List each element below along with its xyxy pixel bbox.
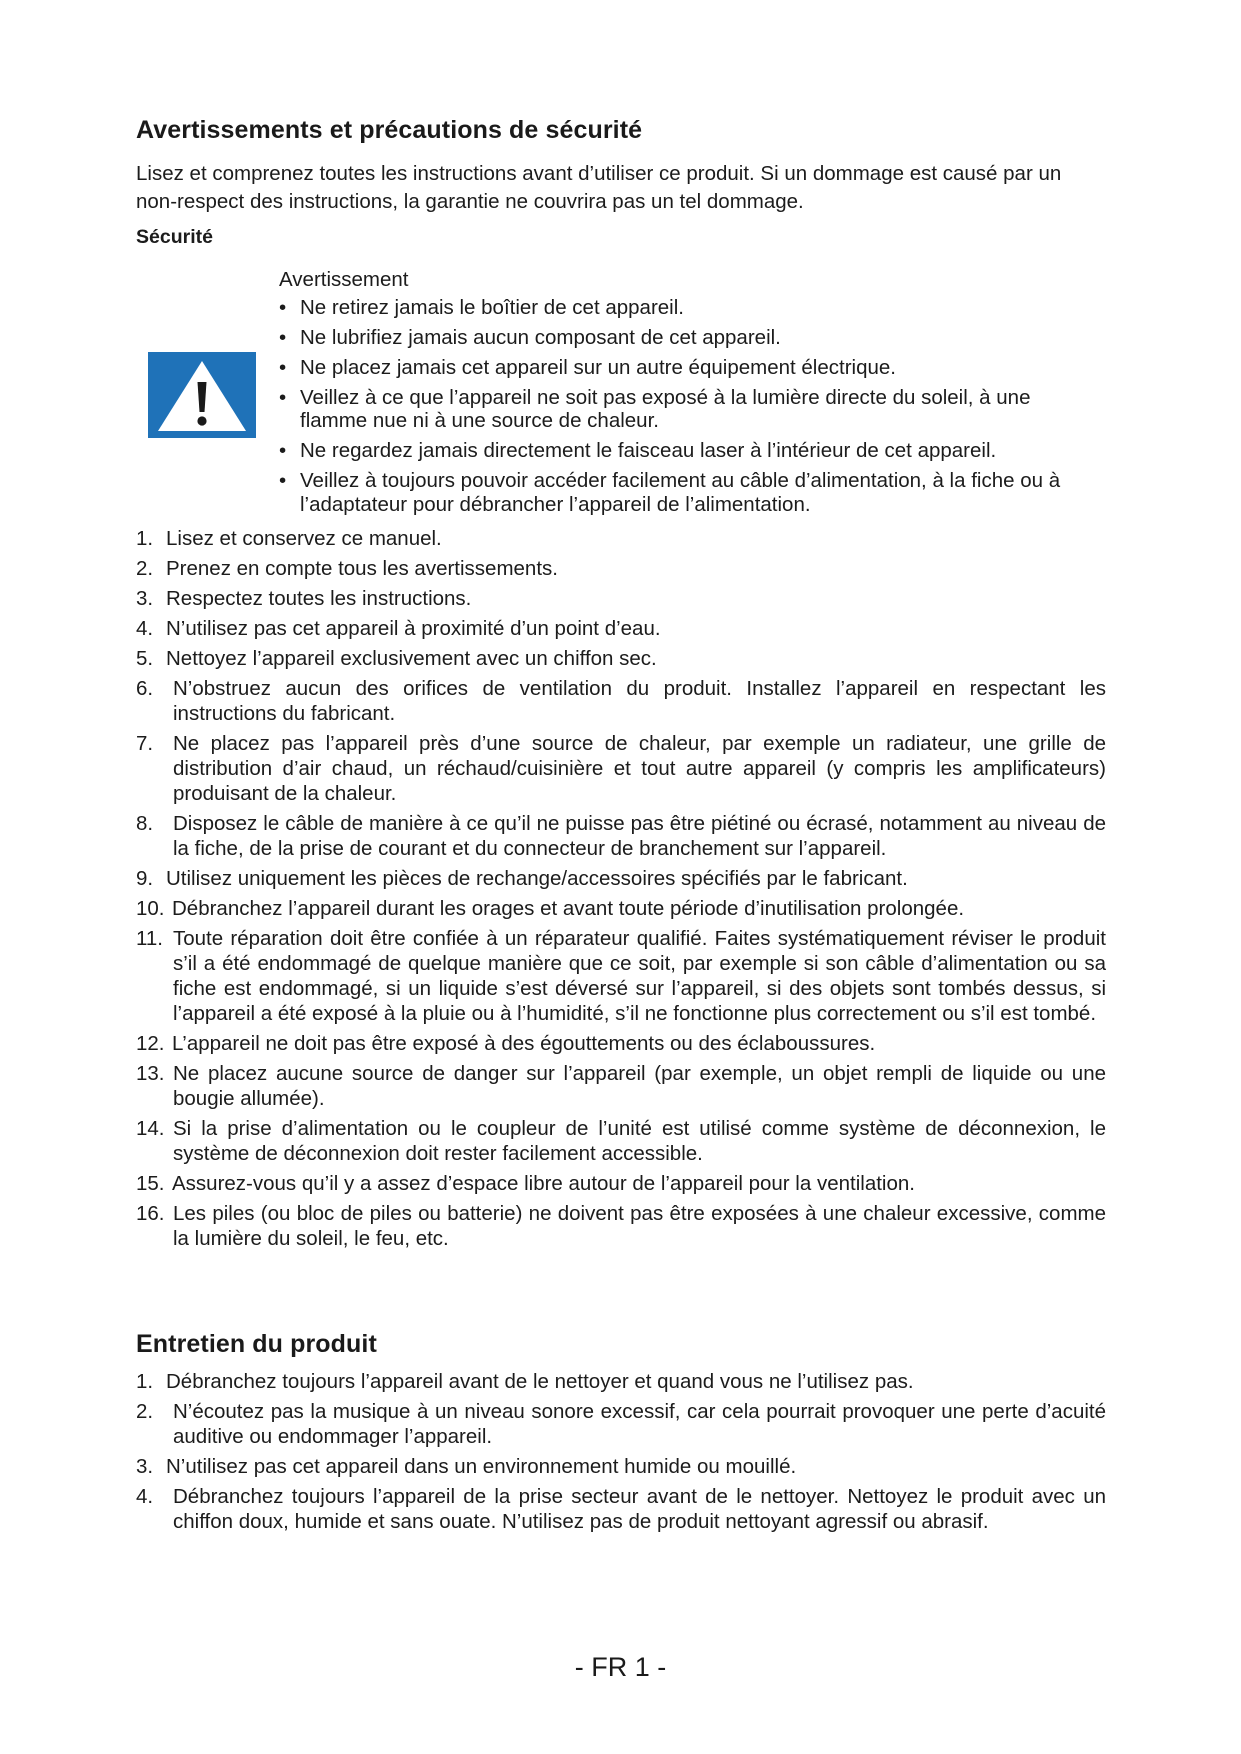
item-text: N’écoutez pas la musique à un niveau sonore excessif, car cela pourrait provoquer une perte d’acuité auditive ou endommager l’appareil. xyxy=(173,1400,1106,1448)
item-number: 2. xyxy=(136,557,154,580)
page-number: - FR 1 - xyxy=(574,1652,667,1682)
warning-title: Avertissement xyxy=(279,268,409,291)
list-item xyxy=(136,556,1106,581)
warning-item xyxy=(279,356,1109,380)
item-number: 11. xyxy=(136,927,163,950)
warning-icon-dot xyxy=(197,416,206,425)
bullet: • xyxy=(279,326,287,349)
warning-item xyxy=(279,326,1109,350)
item-number: 1. xyxy=(136,527,154,550)
item-text: L’appareil ne doit pas être exposé à des égouttements ou des éclaboussures. xyxy=(172,1032,876,1055)
warning-item-text: Ne lubrifiez jamais aucun composant de cet appareil. xyxy=(300,326,781,349)
item-text: N’utilisez pas cet appareil dans un environnement humide ou mouillé. xyxy=(166,1455,797,1478)
warning-list xyxy=(279,296,1109,517)
list-item xyxy=(136,1201,1106,1251)
item-number: 13. xyxy=(136,1062,165,1085)
product-care-list xyxy=(136,1369,1106,1539)
item-number: 7. xyxy=(136,732,154,755)
warning-item xyxy=(279,469,1109,517)
warning-triangle-icon xyxy=(148,352,256,438)
list-item xyxy=(136,1031,1106,1056)
item-text: Nettoyez l’appareil exclusivement avec un chiffon sec. xyxy=(166,647,657,670)
list-item xyxy=(136,811,1106,861)
bullet: • xyxy=(279,386,287,409)
item-text: N’obstruez aucun des orifices de ventilation du produit. Installez l’appareil en respectant les instructions du fabricant. xyxy=(173,677,1106,725)
item-text: Ne placez pas l’appareil près d’une source de chaleur, par exemple un radiateur, une grille de distribution d’air chaud, un réchaud/cuisinière et tout autre appareil (y compris les amplificateurs) produisant de la chaleur. xyxy=(173,732,1106,805)
item-text: Ne placez aucune source de danger sur l’appareil (par exemple, un objet rempli de liquide ou une bougie allumée). xyxy=(173,1062,1106,1110)
item-text: Débranchez toujours l’appareil de la prise secteur avant de le nettoyer. Nettoyez le produit avec un chiffon doux, humide et sans ouate. N’utilisez pas de produit nettoyant agressif ou abrasif. xyxy=(173,1485,1106,1533)
bullet: • xyxy=(279,469,287,492)
item-text: Disposez le câble de manière à ce qu’il ne puisse pas être piétiné ou écrasé, notamment au niveau de la fiche, de la prise de courant et du connecteur de branchement sur l’appareil. xyxy=(173,812,1106,860)
item-number: 1. xyxy=(136,1370,154,1393)
item-text: Débranchez l’appareil durant les orages et avant toute période d’inutilisation prolongée. xyxy=(172,897,965,920)
item-text: Assurez-vous qu’il y a assez d’espace libre autour de l’appareil pour la ventilation. xyxy=(172,1172,915,1195)
warning-item xyxy=(279,386,1109,432)
item-number: 2. xyxy=(136,1400,154,1423)
warning-item-text: Veillez à toujours pouvoir accéder facilement au câble d’alimentation, à la fiche ou à l’adaptateur pour débrancher l’appareil de l’alimentation. xyxy=(300,469,1061,516)
list-item xyxy=(136,1171,1106,1196)
product-care-title: Entretien du produit xyxy=(136,1330,377,1358)
bullet: • xyxy=(279,439,287,462)
item-number: 4. xyxy=(136,1485,154,1508)
list-item xyxy=(136,731,1106,806)
item-text: Débranchez toujours l’appareil avant de le nettoyer et quand vous ne l’utilisez pas. xyxy=(166,1370,914,1393)
list-item xyxy=(136,646,1106,671)
item-text: Lisez et conservez ce manuel. xyxy=(166,527,442,550)
list-item xyxy=(136,676,1106,726)
item-text: Utilisez uniquement les pièces de rechange/accessoires spécifiés par le fabricant. xyxy=(166,867,908,890)
list-item xyxy=(136,896,1106,921)
item-text: Prenez en compte tous les avertissements. xyxy=(166,557,558,580)
item-number: 3. xyxy=(136,587,154,610)
safety-instructions-list xyxy=(136,526,1106,1256)
item-text: Les piles (ou bloc de piles ou batterie) ne doivent pas être exposées à une chaleur excessive, comme la lumière du soleil, le feu, etc. xyxy=(173,1202,1106,1250)
list-item xyxy=(136,1369,1106,1394)
list-item xyxy=(136,1061,1106,1111)
item-number: 10. xyxy=(136,897,165,920)
safety-subheading: Sécurité xyxy=(136,226,213,248)
item-number: 4. xyxy=(136,617,154,640)
warning-item-text: Ne placez jamais cet appareil sur un autre équipement électrique. xyxy=(300,356,896,379)
item-number: 14. xyxy=(136,1117,165,1140)
item-number: 15. xyxy=(136,1172,165,1195)
warning-item xyxy=(279,439,1109,463)
page-title: Avertissements et précautions de sécurité xyxy=(136,116,643,144)
item-number: 3. xyxy=(136,1455,154,1478)
item-number: 16. xyxy=(136,1202,165,1225)
bullet: • xyxy=(279,356,287,379)
warning-item-text: Ne retirez jamais le boîtier de cet appareil. xyxy=(300,296,684,319)
item-number: 12. xyxy=(136,1032,165,1055)
list-item xyxy=(136,1116,1106,1166)
list-item xyxy=(136,526,1106,551)
item-text: Si la prise d’alimentation ou le coupleur de l’unité est utilisé comme système de déconnexion, le système de déconnexion doit rester facilement accessible. xyxy=(173,1117,1106,1165)
item-text: Respectez toutes les instructions. xyxy=(166,587,472,610)
item-text: Toute réparation doit être confiée à un réparateur qualifié. Faites systématiquement réviser le produit s’il a été endommagé de quelque manière que ce soit, par exemple si son câble d’alimentation ou sa fiche est endommagé, si un liquide s’est déversé sur l’appareil, si des objets sont tombés dessus, si l’appareil a été exposé à la pluie ou à l’humidité, s’il ne fonctionne plus correctement ou s’il est tombé. xyxy=(173,927,1106,1025)
list-item xyxy=(136,586,1106,611)
list-item xyxy=(136,1399,1106,1449)
item-number: 8. xyxy=(136,812,154,835)
warning-item-text: Ne regardez jamais directement le faisceau laser à l’intérieur de cet appareil. xyxy=(300,439,997,462)
warning-block xyxy=(279,266,1109,523)
list-item xyxy=(136,926,1106,1026)
warning-item xyxy=(279,296,1109,320)
intro-paragraph: Lisez et comprenez toutes les instructions avant d’utiliser ce produit. Si un dommage est causé par un non-respect des instructions, la garantie ne couvrira pas un tel dommage. xyxy=(136,162,1062,213)
warning-item-text: Veillez à ce que l’appareil ne soit pas exposé à la lumière directe du soleil, à une flamme nue ni à une source de chaleur. xyxy=(300,386,1031,432)
item-number: 9. xyxy=(136,867,154,890)
list-item xyxy=(136,866,1106,891)
item-text: N’utilisez pas cet appareil à proximité d’un point d’eau. xyxy=(166,617,661,640)
list-item xyxy=(136,1454,1106,1479)
item-number: 6. xyxy=(136,677,154,700)
bullet: • xyxy=(279,296,287,319)
list-item xyxy=(136,1484,1106,1534)
item-number: 5. xyxy=(136,647,154,670)
list-item xyxy=(136,616,1106,641)
